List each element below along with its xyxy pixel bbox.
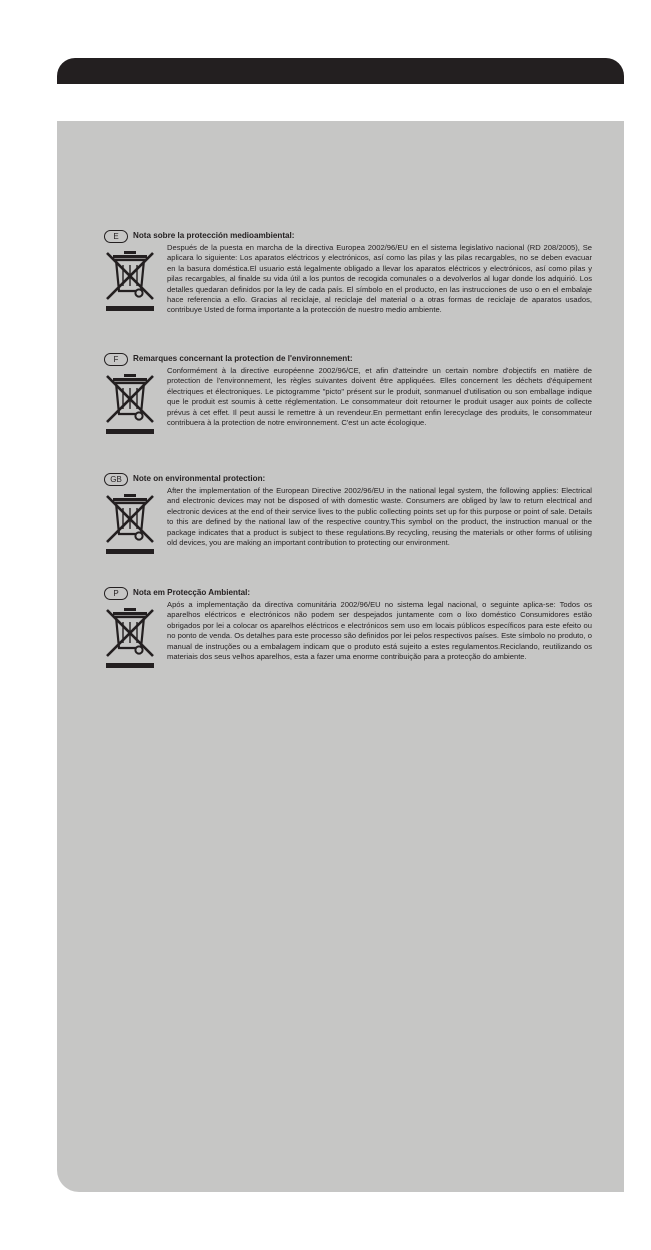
section-gb	[104, 473, 592, 548]
section-text: Después de la puesta en marcha de la directiva Europea 2002/96/EU en el sistema legislativo nacional (RD 208/2005), Se aplicara lo siguiente: Los aparatos eléctricos y electrónicos, así como las pilas y las pilas recargables, no se deben evacuar en la basura doméstica.El usuario está legalmente obligado a llevar los aparatos eléctricos y electrónicos, así como pilas y pilas recargables, al finalde su vida útil a los puntos de recogida comunales o a devolverlos al lugar donde los adquirió. Los detalles quedaran definidos por la ley de cada país. El símbolo en el producto, en las instrucciones de uso o en el embalaje hace referencia a ello. Gracias al reciclaje, al reciclaje del material o a otras formas de reciclaje de aparatos usados, contribuye Usted de forma importante a la protección de nuestro medio ambiente.	[167, 243, 592, 315]
section-text: Conformément à la directive européenne 2002/96/CE, et afin d'atteindre un certain nombre d'objectifs en matière de protection de l'environnement, les règles suivantes doivent être appliquées. Elles concernent les déchets d'équipement électriques et électroniques. Le pictogramme "picto" présent sur le produit, sonmanuel d'utilisation ou son emballage indique que le produit est soumis à cette réglementation. Le consommateur doit retourner le produit usager aux points de collecte prévus à cet effet. Il peut aussi le remettre à un revendeur.En permettant enfin lerecyclage des produits, le consommateur contribuera à la protection de notre environnement. C'est un acte écologique.	[167, 366, 592, 428]
crossed-out-wheelie-bin-icon	[104, 603, 156, 671]
section-fr	[104, 353, 592, 428]
language-badge: E	[104, 230, 128, 243]
language-badge: P	[104, 587, 128, 600]
section-header	[104, 587, 592, 601]
crossed-out-wheelie-bin-icon	[104, 369, 156, 437]
section-title: Remarques concernant la protection de l'environnement:	[133, 354, 353, 363]
section-header	[104, 353, 592, 367]
section-title: Note on environmental protection:	[133, 474, 266, 483]
crossed-out-wheelie-bin-icon	[104, 246, 156, 314]
section-title: Nota em Protecção Ambiental:	[133, 588, 251, 597]
section-header	[104, 473, 592, 487]
section-text: Após a implementação da directiva comunitária 2002/96/EU no sistema legal nacional, o seguinte aplica-se: Todos os aparelhos eléctricos e electrónicos não podem ser despejados juntamente com o lixo doméstico Consumidores estão obrigados por lei a colocar os aparelhos eléctricos e electrónicos sem uso em locais públicos específicos para este efeito ou no ponto de venda. Os detalhes para este processo são definidos por lei pelos respectivos países. Este símbolo no produto, o manual de instruções ou a embalagem indicam que o produto está sujeito a estes regulamentos.Reciclando, reutilizando os materiais dos seus velhos aparelhos, esta a fazer uma enorme contribuição para a protecção do ambiente.	[167, 600, 592, 662]
language-badge: GB	[104, 473, 128, 486]
section-pt	[104, 587, 592, 662]
section-title: Nota sobre la protección medioambiental:	[133, 231, 295, 240]
section-header	[104, 230, 592, 244]
section-es	[104, 230, 592, 315]
crossed-out-wheelie-bin-icon	[104, 489, 156, 557]
language-badge: F	[104, 353, 128, 366]
header-bar	[57, 58, 624, 84]
section-text: After the implementation of the European Directive 2002/96/EU in the national legal system, the following applies: Electrical and electronic devices may not be disposed of with domestic waste. Consumers are obliged by law to return electrical and electronic devices at the end of their service lives to the public collecting points set up for this purpose or point of sale. Details to this are defined by the national law of the respective country.This symbol on the product, the instruction manual or the package indicates that a product is subject to these regulations.By recycling, reusing the materials or other forms of utilising old devices, you are making an important contribution to protecting our environment.	[167, 486, 592, 548]
